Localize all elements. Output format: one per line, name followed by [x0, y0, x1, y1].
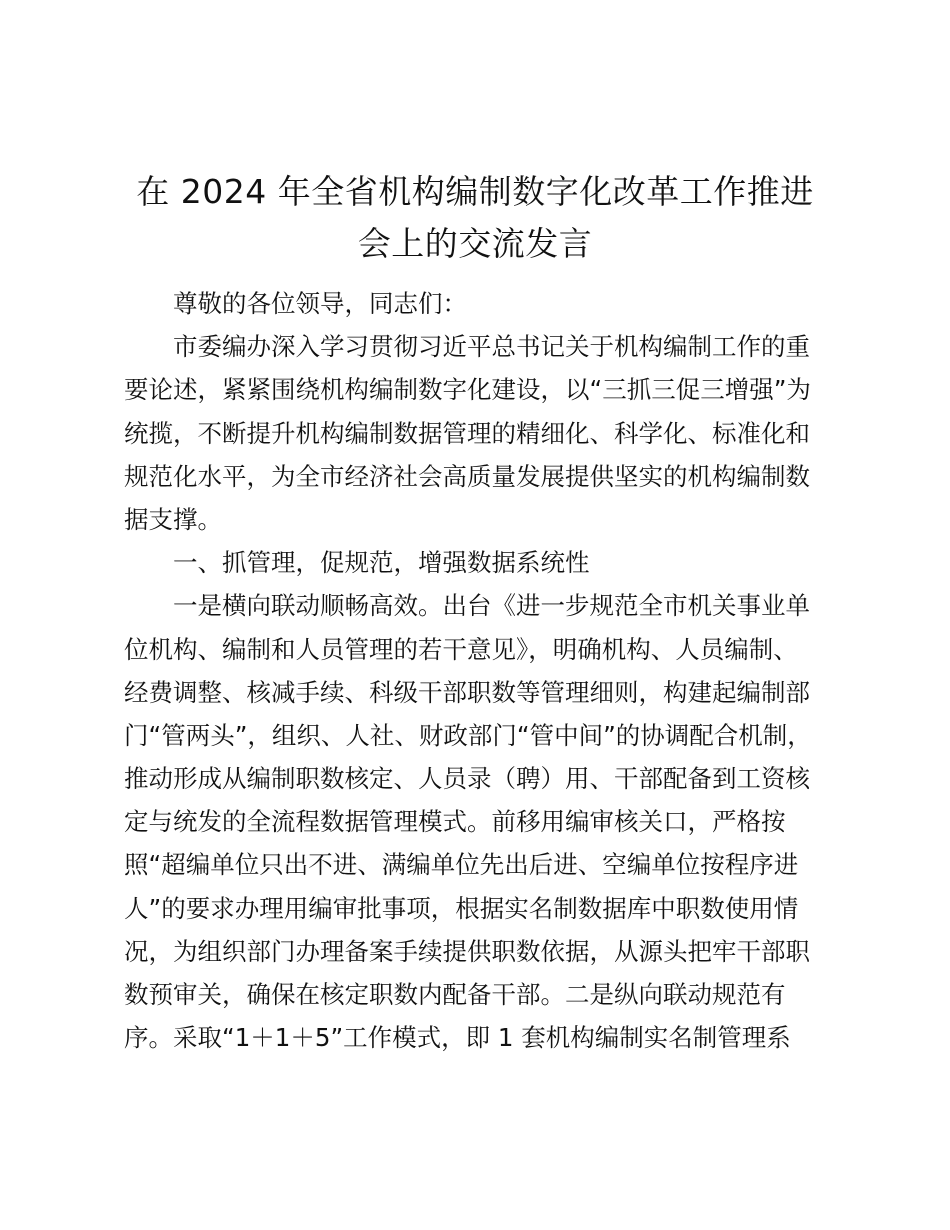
paragraph-line: 规范化水平，为全市经济社会高质量发展提供坚实的机构编制数 [124, 461, 810, 491]
section-heading: 一、抓管理，促规范，增强数据系统性 [173, 548, 590, 578]
title-line: 会上的交流发言 [357, 224, 593, 263]
paragraph-line: 序。采取“1＋1＋5”工作模式，即 1 套机构编制实名制管理系 [124, 1023, 791, 1053]
salutation: 尊敬的各位领导，同志们： [173, 289, 467, 318]
paragraph-line: 人”的要求办理用编审批事项，根据实名制数据库中职数使用情 [124, 893, 799, 923]
document-body [124, 282, 826, 1059]
paragraph-line: 要论述，紧紧围绕机构编制数字化建设，以“三抓三促三增强”为 [124, 375, 811, 405]
paragraph-line: 门“管两头”，组织、人社、财政部门“管中间”的协调配合机制， [124, 720, 812, 750]
paragraph-line: 一是横向联动顺畅高效。出台《进一步规范全市机关事业单 [173, 591, 810, 621]
paragraph-line: 位机构、编制和人员管理的若干意见》，明确机构、人员编制、 [124, 634, 798, 664]
paragraph-line: 统揽，不断提升机构编制数据管理的精细化、科学化、标准化和 [124, 418, 810, 448]
paragraph-line: 市委编办深入学习贯彻习近平总书记关于机构编制工作的重 [173, 332, 810, 362]
paragraph-line: 照“超编单位只出不进、满编单位先出后进、空编单位按程序进 [124, 850, 799, 880]
paragraph-line: 数预审关，确保在核定职数内配备干部。二是纵向联动规范有 [124, 980, 786, 1009]
title-line: 在 2024 年全省机构编制数字化改革工作推进 [136, 172, 814, 211]
paragraph-line: 经费调整、核减手续、科级干部职数等管理细则，构建起编制部 [124, 677, 810, 707]
paragraph-line: 推动形成从编制职数核定、人员录（聘）用、干部配备到工资核 [124, 764, 810, 794]
document-title [120, 166, 830, 270]
paragraph-line: 定与统发的全流程数据管理模式。前移用编审核关口，严格按 [124, 807, 786, 837]
paragraph-line: 据支撑。 [124, 504, 222, 534]
paragraph-line: 况，为组织部门办理备案手续提供职数依据，从源头把牢干部职 [124, 936, 810, 966]
